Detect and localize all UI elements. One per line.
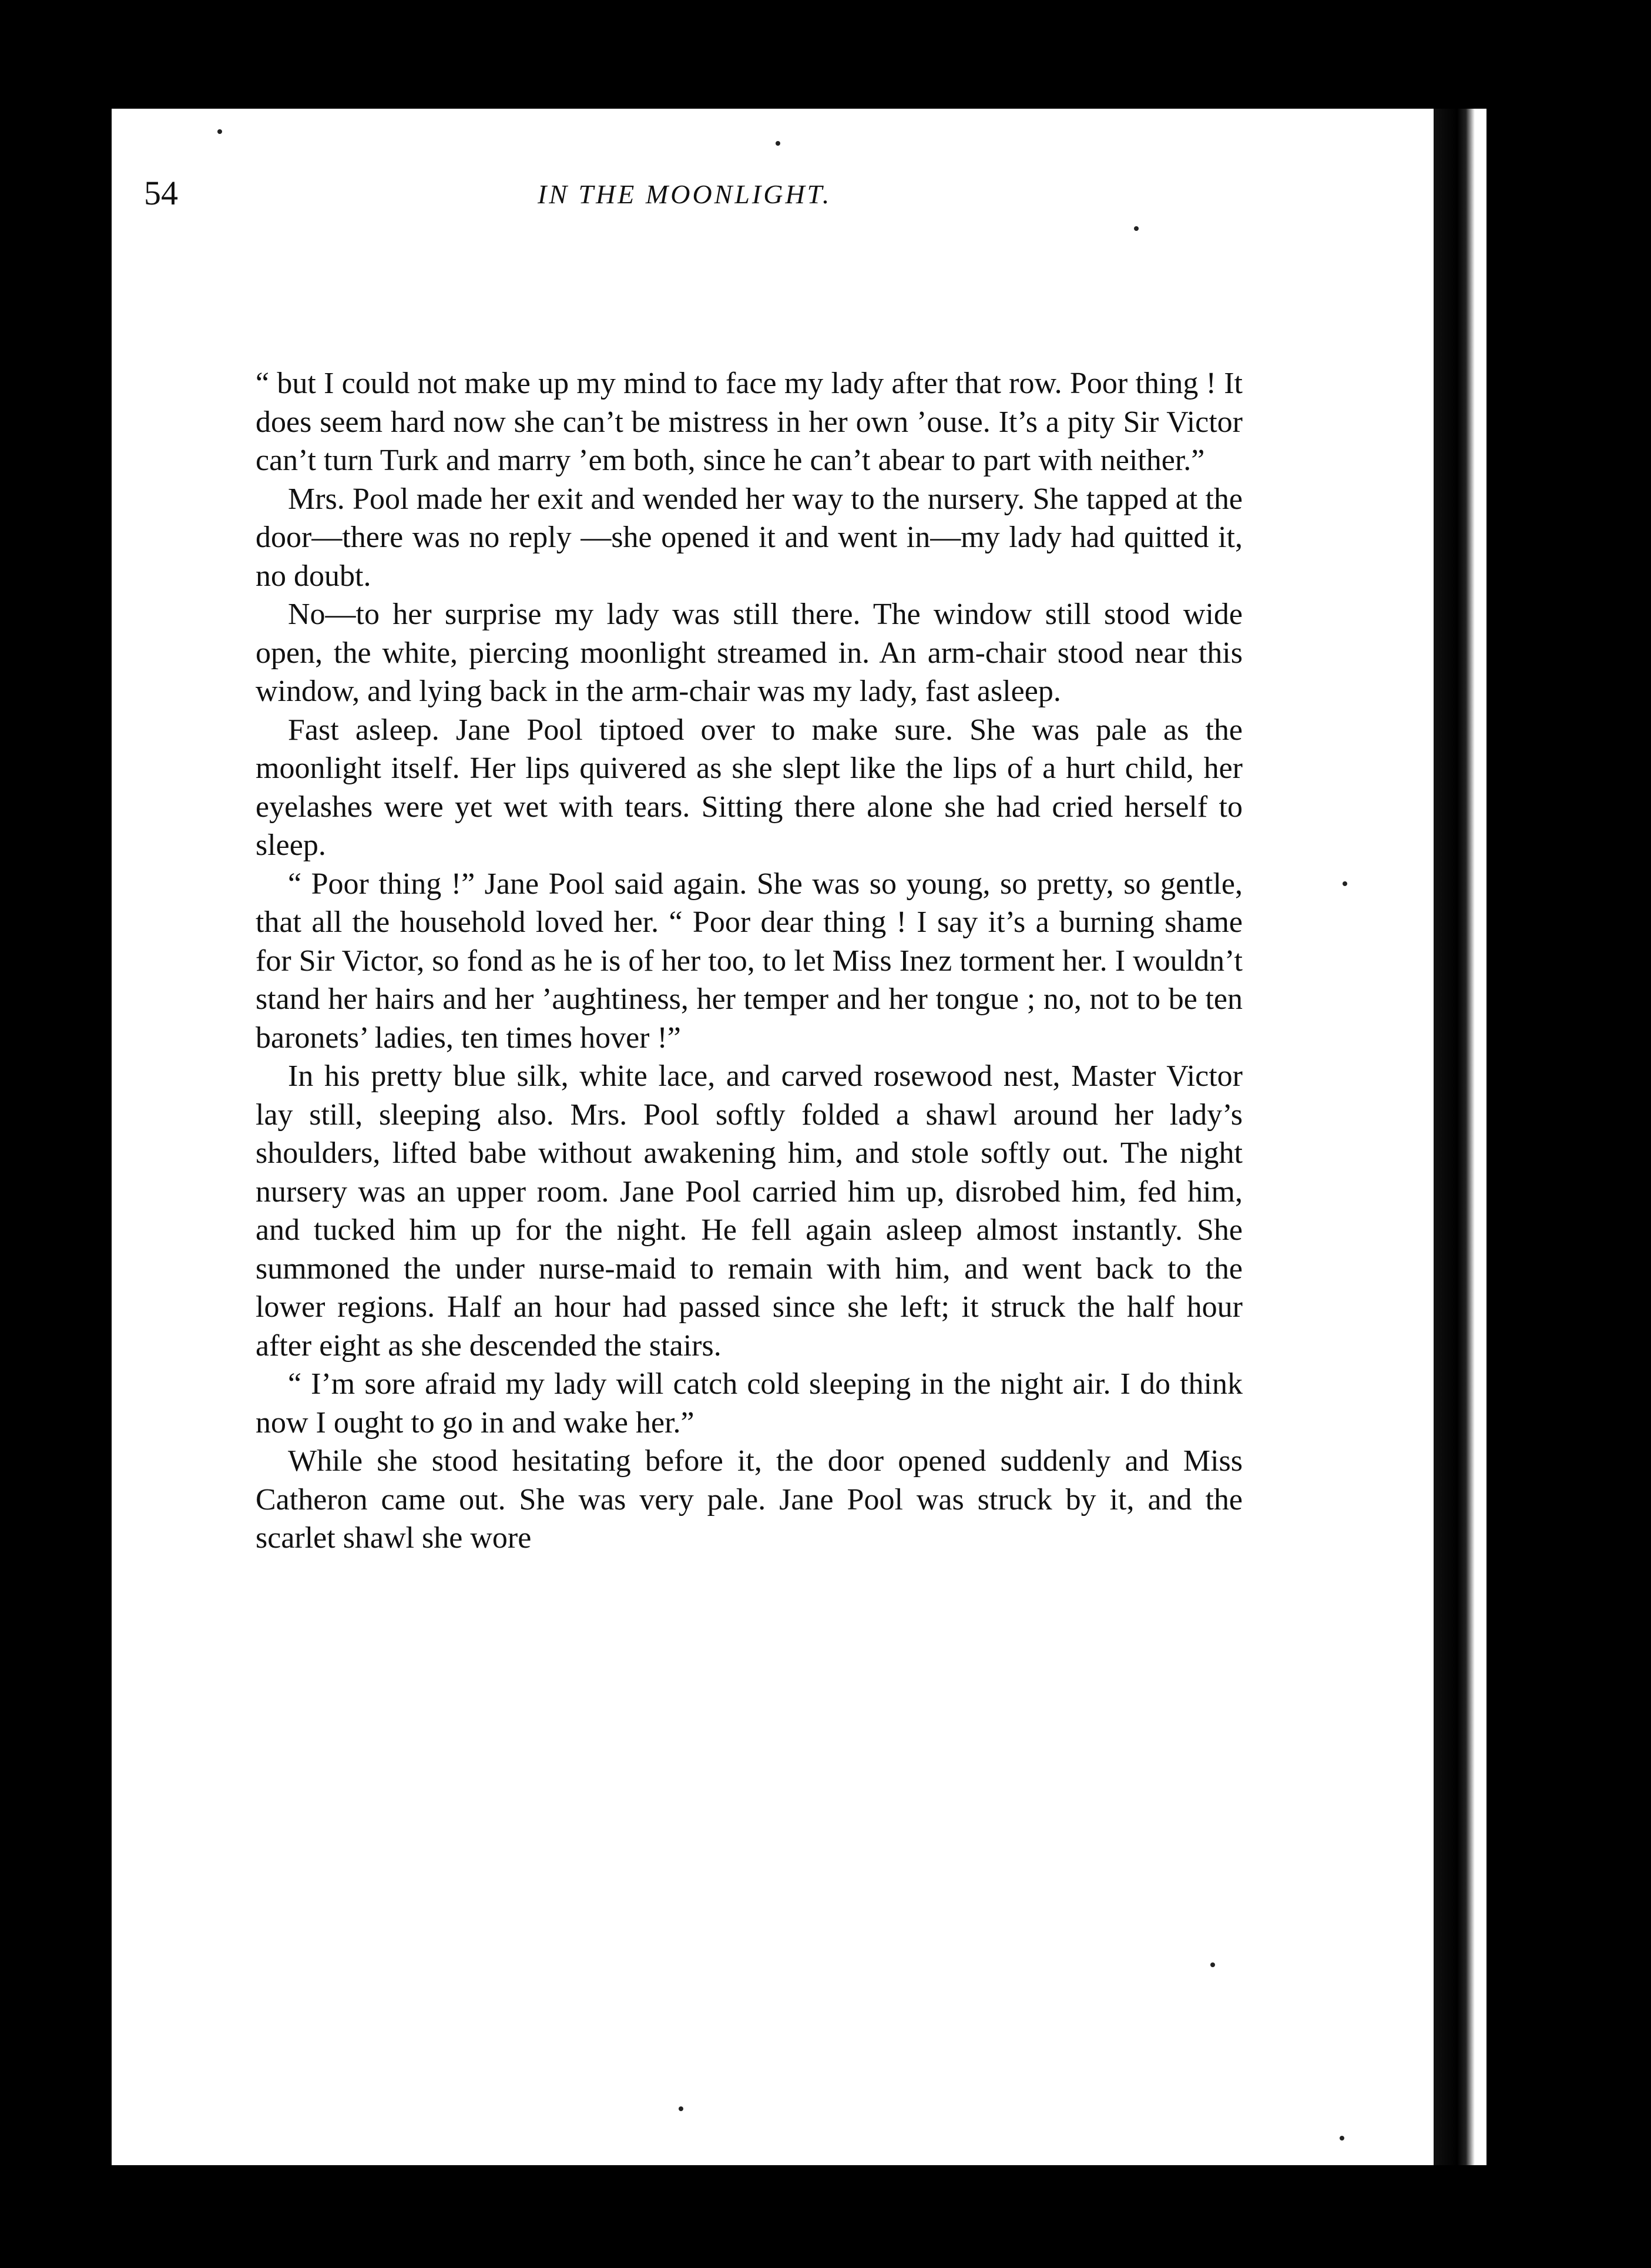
scan-speck [217, 129, 222, 134]
scan-speck [1340, 2136, 1344, 2140]
paragraph-5: “ Poor thing !” Jane Pool said again. She was so young, so pretty, so gentle, that all the household loved her. “ Poor dear thing ! I say it’s a burning shame for Sir Victor, so fond as he is of her too, to let Miss Inez torment her. I wouldn’t stand her hairs and her ’aughtiness, her temper and her tongue ; no, not to be ten baronets’ ladies, ten times hover !” [256, 867, 1243, 1055]
page-header [144, 176, 1260, 229]
scan-speck [1134, 226, 1139, 231]
paragraph-7: “ I’m sore afraid my lady will catch cold sleeping in the night air. I do think now I ought to go in and wake her.” [256, 1367, 1243, 1440]
page-number: 54 [144, 174, 178, 212]
scan-speck [1210, 1962, 1215, 1967]
scan-speck [1343, 881, 1347, 886]
body-text [256, 364, 1243, 1558]
paragraph-4: Fast asleep. Jane Pool tiptoed over to make sure. She was pale as the moonlight itself. Her lips quivered as she slept like the lips of a hurt child, her eyelashes were yet wet with tears. Sitting there alone she had cried herself to sleep. [256, 713, 1243, 862]
page-edge-shadow [1434, 109, 1486, 2165]
paragraph-1: “ but I could not make up my mind to face my lady after that row. Poor thing ! It does seem hard now she can’t be mistress in her own ’ouse. It’s a pity Sir Victor can’t turn Turk and marry ’em both, since he can’t abear to part with neither.” [256, 367, 1243, 477]
paragraph-8: While she stood hesitating before it, the door opened suddenly and Miss Catheron came out. She was very pale. Jane Pool was struck by it, and the scarlet shawl she wore [256, 1444, 1243, 1555]
paragraph-3: No—to her surprise my lady was still there. The window still stood wide open, the white, piercing moonlight streamed in. An arm-chair stood near this window, and lying back in the arm-chair was my lady, fast asleep. [256, 598, 1243, 708]
paragraph-6: In his pretty blue silk, white lace, and carved rosewood nest, Master Victor lay still, sleeping also. Mrs. Pool softly folded a shawl around her lady’s shoulders, lifted babe without awakening him, and stole softly out. The night nursery was an upper room. Jane Pool carried him up, disrobed him, fed him, and tucked him up for the night. He fell again asleep almost instantly. She summoned the under nurse-maid to remain with him, and went back to the lower regions. Half an hour had passed since she left; it struck the half hour after eight as she descended the stairs. [256, 1059, 1243, 1363]
scan-speck [776, 141, 780, 146]
paragraph-2: Mrs. Pool made her exit and wended her way to the nursery. She tapped at the door—there was no reply —she opened it and went in—my lady had quitted it, no doubt. [256, 482, 1243, 593]
scan-speck [679, 2106, 683, 2111]
running-title: IN THE MOONLIGHT. [538, 179, 832, 209]
